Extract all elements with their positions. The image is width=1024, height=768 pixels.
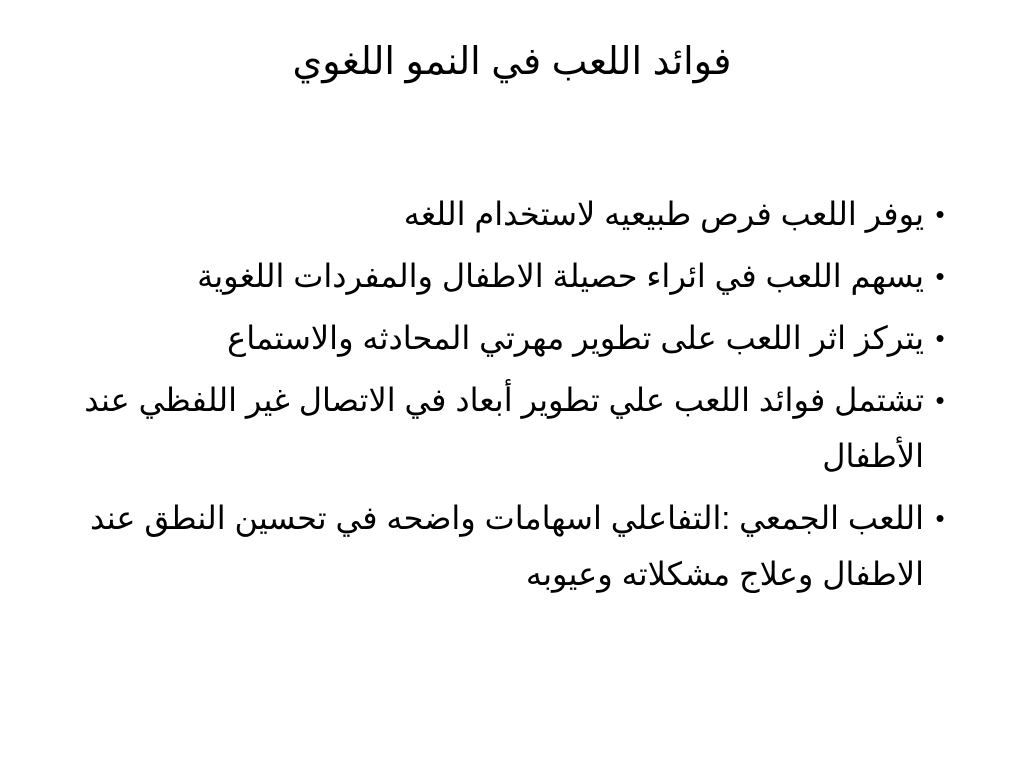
bullet-item-1 xyxy=(70,186,950,242)
bullet-item-4 xyxy=(70,372,950,484)
bullet-text: يسهم اللعب في ائراء حصيلة الاطفال والمفردات اللغوية xyxy=(197,258,924,294)
bullet-text: اللعب الجمعي :التفاعلي اسهامات واضحه في تحسين النطق عند الاطفال وعلاج مشكلاته وعيوبه xyxy=(89,500,924,592)
bullet-item-5 xyxy=(70,490,950,602)
bullet-icon: • xyxy=(935,385,945,415)
bullet-text: تشتمل فوائد اللعب علي تطوير أبعاد في الاتصال غير اللفظي عند الأطفال xyxy=(84,382,924,474)
bullet-icon: • xyxy=(935,503,945,533)
bullet-icon: • xyxy=(935,199,945,229)
bullet-item-3 xyxy=(70,310,950,366)
bullet-text: يتركز اثر اللعب على تطوير مهرتي المحادثه والاستماع xyxy=(227,320,924,356)
bullet-list xyxy=(70,186,950,608)
slide-title: فوائد اللعب في النمو اللغوي xyxy=(292,41,732,83)
bullet-text: يوفر اللعب فرص طبيعيه لاستخدام اللغه xyxy=(403,196,924,232)
bullet-icon: • xyxy=(935,261,945,291)
bullet-icon: • xyxy=(935,323,945,353)
bullet-item-2 xyxy=(70,248,950,304)
